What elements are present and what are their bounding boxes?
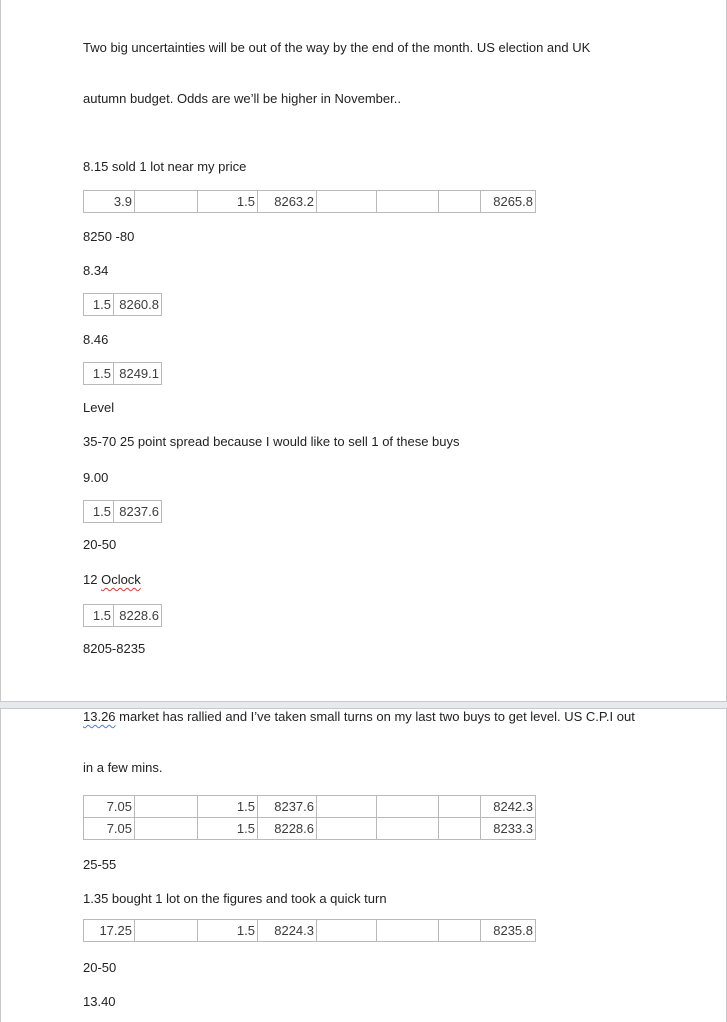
table-cell[interactable]: 1.5 xyxy=(198,191,258,213)
paragraph-intro-line-1: Two big uncertainties will be out of the way by the end of the month. US election and UK xyxy=(83,40,591,55)
table-cell[interactable]: 1.5 xyxy=(198,920,258,942)
table-cell[interactable]: 8237.6 xyxy=(114,501,162,523)
trade-table-900 xyxy=(83,500,162,523)
table-cell[interactable] xyxy=(317,920,377,942)
table-row xyxy=(84,796,536,818)
table-cell[interactable]: 1.5 xyxy=(84,294,114,316)
table-cell[interactable]: 8237.6 xyxy=(258,796,317,818)
table-cell[interactable]: 7.05 xyxy=(84,796,135,818)
table-cell[interactable]: 1.5 xyxy=(198,818,258,840)
table-cell[interactable]: 3.9 xyxy=(84,191,135,213)
paragraph-135-bought[interactable]: 1.35 bought 1 lot on the figures and took a quick turn xyxy=(83,891,387,906)
paragraph-8250[interactable]: 8250 -80 xyxy=(83,229,135,244)
paragraph-3570-spread[interactable]: 35-70 25 point spread because I would like to sell 1 of these buys xyxy=(83,434,460,449)
table-cell[interactable]: 8233.3 xyxy=(481,818,536,840)
table-cell[interactable]: 1.5 xyxy=(198,796,258,818)
table-cell[interactable] xyxy=(439,920,481,942)
table-row xyxy=(84,920,536,942)
paragraph-2050-page2[interactable]: 20-50 xyxy=(83,960,117,975)
paragraph-level[interactable]: Level xyxy=(83,400,115,415)
paragraph-8205[interactable]: 8205-8235 xyxy=(83,641,146,656)
table-cell[interactable] xyxy=(135,818,198,840)
trade-table-846 xyxy=(83,362,162,385)
table-cell[interactable] xyxy=(439,796,481,818)
paragraph-1326-line-1 xyxy=(83,708,644,725)
paragraph-900[interactable]: 9.00 xyxy=(83,470,109,485)
table-cell[interactable] xyxy=(317,818,377,840)
table-cell[interactable]: 1.5 xyxy=(84,501,114,523)
paragraph-1326-rest: market has rallied and I’ve taken small turns on my last two buys to get level. US C.P.I out xyxy=(115,709,635,724)
paragraph-12oclock[interactable] xyxy=(83,571,644,588)
table-row xyxy=(84,501,162,523)
table-cell[interactable] xyxy=(377,796,439,818)
document-page-2 xyxy=(0,708,727,1022)
trade-table-834 xyxy=(83,293,162,316)
table-cell[interactable]: 8249.1 xyxy=(114,363,162,385)
table-cell[interactable]: 8265.8 xyxy=(481,191,536,213)
paragraph-1326-line-2: in a few mins. xyxy=(83,760,163,775)
table-cell[interactable]: 8224.3 xyxy=(258,920,317,942)
trade-table-1725 xyxy=(83,919,536,942)
table-cell[interactable]: 17.25 xyxy=(84,920,135,942)
table-cell[interactable] xyxy=(135,920,198,942)
table-cell[interactable]: 8228.6 xyxy=(114,605,162,627)
paragraph-intro-line-2: autumn budget. Odds are we’ll be higher in November.. xyxy=(83,91,401,106)
paragraph-815-sold[interactable]: 8.15 sold 1 lot near my price xyxy=(83,159,247,174)
table-cell[interactable]: 8263.2 xyxy=(258,191,317,213)
table-cell[interactable]: 1.5 xyxy=(84,605,114,627)
trade-table-top xyxy=(83,795,536,840)
table-cell[interactable] xyxy=(377,818,439,840)
table-row xyxy=(84,605,162,627)
table-row xyxy=(84,818,536,840)
paragraph-834[interactable]: 8.34 xyxy=(83,263,109,278)
misspelled-word[interactable]: Oclock xyxy=(101,572,141,587)
table-cell[interactable] xyxy=(377,920,439,942)
table-row xyxy=(84,363,162,385)
paragraph-846[interactable]: 8.46 xyxy=(83,332,109,347)
table-cell[interactable]: 8260.8 xyxy=(114,294,162,316)
table-cell[interactable] xyxy=(439,818,481,840)
table-cell[interactable]: 8242.3 xyxy=(481,796,536,818)
grammar-flagged-text[interactable]: 13.26 xyxy=(83,709,116,724)
table-cell[interactable] xyxy=(317,796,377,818)
table-cell[interactable]: 7.05 xyxy=(84,818,135,840)
table-cell[interactable]: 8235.8 xyxy=(481,920,536,942)
paragraph-2050[interactable]: 20-50 xyxy=(83,537,117,552)
paragraph-intro[interactable] xyxy=(83,5,644,141)
table-cell[interactable]: 1.5 xyxy=(84,363,114,385)
trade-table-815 xyxy=(83,190,536,213)
table-cell[interactable] xyxy=(377,191,439,213)
table-cell[interactable] xyxy=(317,191,377,213)
trade-table-12oclock xyxy=(83,604,162,627)
paragraph-2555[interactable]: 25-55 xyxy=(83,857,117,872)
table-cell[interactable] xyxy=(135,796,198,818)
paragraph-1340[interactable]: 13.40 xyxy=(83,994,116,1009)
table-row xyxy=(84,294,162,316)
table-cell[interactable] xyxy=(135,191,198,213)
paragraph-12oclock-prefix: 12 xyxy=(83,572,102,587)
table-row xyxy=(84,191,536,213)
table-cell[interactable] xyxy=(439,191,481,213)
table-cell[interactable]: 8228.6 xyxy=(258,818,317,840)
